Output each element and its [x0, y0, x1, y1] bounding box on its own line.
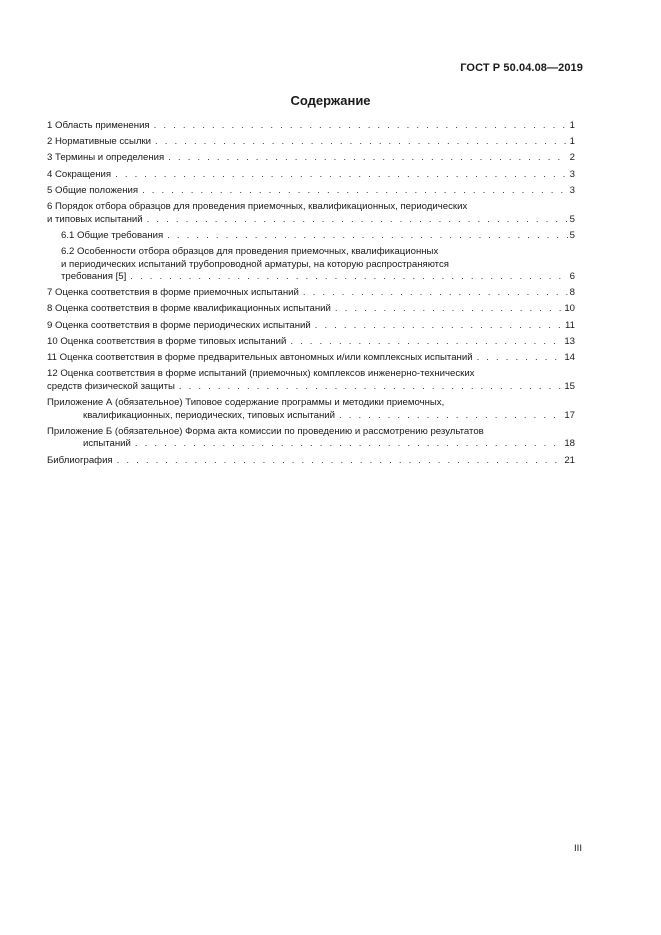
toc-page-number: 6: [569, 271, 575, 283]
toc-dot-leader: [303, 287, 568, 300]
toc-page-number: 21: [564, 454, 575, 466]
toc-entry-text: 6 Порядок отбора образцов для проведения приемочных, квалификационных, периодических: [47, 200, 468, 212]
toc-entry-text: 7 Оценка соответствия в форме приемочных испытаний: [47, 287, 299, 299]
toc-page-number: 3: [569, 168, 575, 180]
toc-entry[interactable]: [47, 352, 575, 365]
toc-entry-text: Приложение А (обязательное) Типовое содержание программы и методики приемочных,: [47, 397, 445, 408]
toc-dot-leader: [130, 271, 567, 284]
table-of-contents: [47, 120, 575, 471]
toc-entry-text: 6.1 Общие требования: [61, 229, 164, 241]
toc-dot-leader: [315, 320, 563, 333]
toc-entry[interactable]: [47, 185, 575, 198]
toc-entry-text: Библиография: [47, 454, 113, 466]
toc-entry[interactable]: [47, 201, 575, 226]
toc-page-number: 17: [564, 409, 575, 421]
toc-entry[interactable]: [47, 246, 575, 284]
toc-dot-leader: [179, 381, 562, 394]
toc-page-number: 15: [564, 380, 575, 392]
toc-dot-leader: [142, 185, 568, 198]
toc-entry[interactable]: [47, 426, 575, 451]
toc-entry-text: и периодических испытаний трубопроводной арматуры, на которую распространяются: [61, 258, 449, 270]
toc-page-number: 5: [569, 229, 575, 241]
toc-entry-text: 10 Оценка соответствия в форме типовых испытаний: [47, 335, 287, 347]
toc-entry-text: 9 Оценка соответствия в форме периодических испытаний: [47, 319, 311, 331]
toc-page-number: 18: [564, 438, 575, 450]
toc-entry-text: средств физической защиты: [47, 380, 175, 392]
toc-dot-leader: [155, 136, 568, 149]
toc-dot-leader: [135, 438, 562, 451]
toc-dot-leader: [115, 169, 568, 182]
toc-entry-text: 1 Область применения: [47, 120, 150, 131]
toc-entry-text: 4 Сокращения: [47, 168, 112, 180]
toc-dot-leader: [168, 152, 567, 165]
toc-dot-leader: [339, 410, 562, 423]
toc-entry[interactable]: [47, 287, 575, 300]
toc-page-number: 8: [569, 287, 575, 299]
toc-entry[interactable]: [47, 136, 575, 149]
toc-entry-text: 6.2 Особенности отбора образцов для проведения приемочных, квалификационных: [61, 245, 439, 257]
toc-entry-text: квалификационных, периодических, типовых испытаний: [83, 409, 336, 421]
document-code: ГОСТ Р 50.04.08—2019: [460, 62, 583, 74]
toc-page-number: 13: [564, 335, 575, 347]
toc-entry[interactable]: [47, 455, 575, 468]
toc-entry-text: 5 Общие положения: [47, 184, 139, 196]
toc-page-number: 3: [569, 184, 575, 196]
toc-entry[interactable]: [47, 320, 575, 333]
toc-entry-text: испытаний: [83, 438, 131, 450]
page-number: III: [574, 843, 582, 854]
toc-dot-leader: [117, 455, 563, 468]
toc-entry[interactable]: [47, 368, 575, 393]
toc-page-number: 14: [564, 352, 575, 364]
toc-entry-text: Приложение Б (обязательное) Форма акта комиссии по проведению и рассмотрению результатов: [47, 425, 484, 437]
toc-dot-leader: [290, 336, 562, 349]
toc-page-number: 5: [569, 213, 575, 225]
toc-entry[interactable]: [47, 152, 575, 165]
toc-entry-text: 2 Нормативные ссылки: [47, 136, 152, 148]
toc-entry-text: и типовых испытаний: [47, 213, 143, 225]
toc-page-number: 1: [569, 136, 575, 148]
toc-dot-leader: [147, 214, 568, 227]
toc-entry-text: 12 Оценка соответствия в форме испытаний (приемочных) комплексов инженерно-технических: [47, 368, 475, 380]
toc-entry-text: 8 Оценка соответствия в форме квалификационных испытаний: [47, 303, 331, 315]
toc-dot-leader: [477, 352, 563, 365]
toc-dot-leader: [167, 230, 567, 243]
toc-title: Содержание: [290, 93, 371, 108]
toc-entry-text: требования [5]: [61, 271, 127, 283]
toc-entry[interactable]: [47, 230, 575, 243]
toc-entry[interactable]: [47, 303, 575, 316]
toc-dot-leader: [154, 120, 568, 133]
toc-dot-leader: [335, 303, 562, 316]
toc-entry[interactable]: [47, 336, 575, 349]
toc-page-number: 10: [564, 303, 575, 315]
toc-entry-text: 3 Термины и определения: [47, 152, 165, 164]
toc-entry[interactable]: [47, 120, 575, 133]
toc-page-number: 2: [569, 152, 575, 164]
toc-page-number: 11: [565, 319, 575, 331]
toc-entry[interactable]: [47, 397, 575, 422]
toc-entry[interactable]: [47, 169, 575, 182]
toc-entry-text: 11 Оценка соответствия в форме предварительных автономных и/или комплексных испытаний: [47, 352, 473, 364]
toc-page-number: 1: [569, 120, 575, 131]
